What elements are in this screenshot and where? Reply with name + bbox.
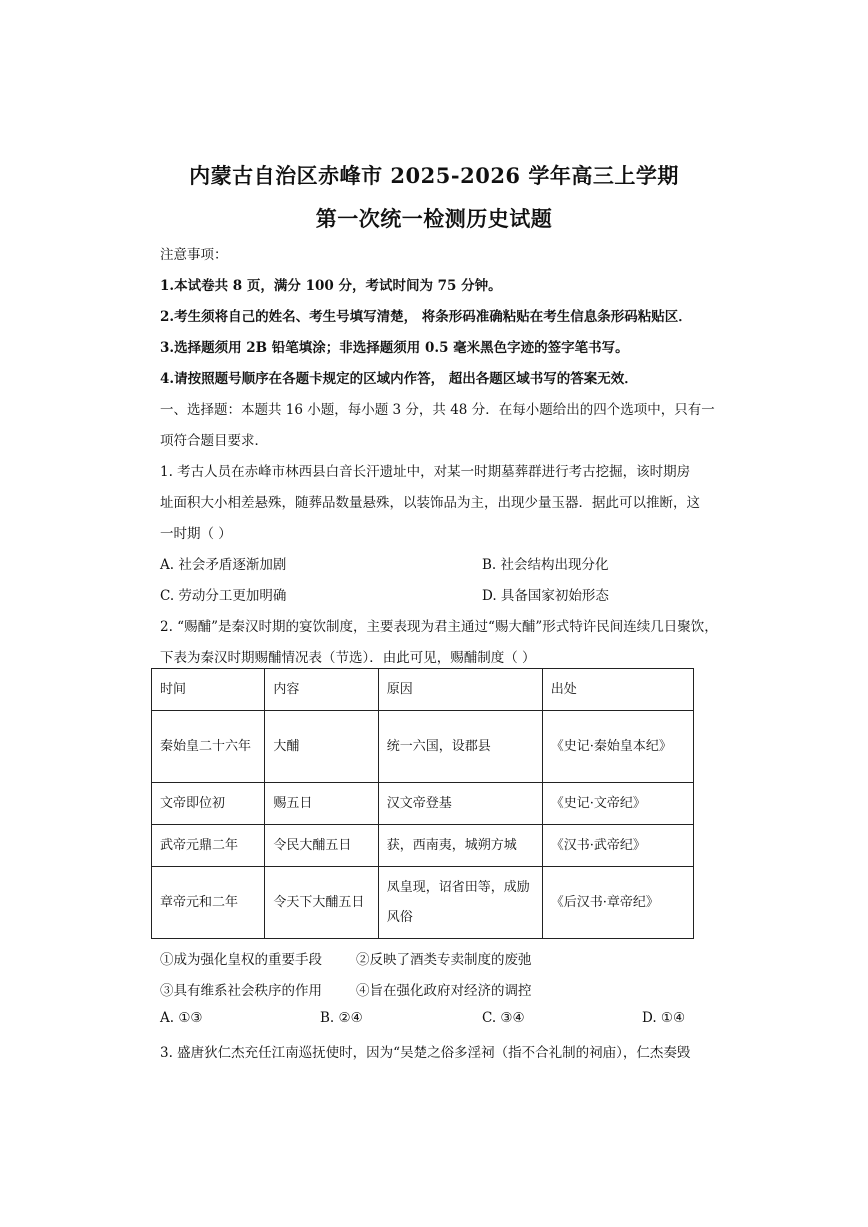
exam-title-line2: 第一次统一检测历史试题	[315, 206, 553, 231]
table-row	[152, 783, 694, 825]
table-cell: 《后汉书·章帝纪》	[542, 867, 693, 939]
table-row	[152, 825, 694, 867]
note-1: 1.本试卷共 8 页，满分 100 分，考试时间为 75 分钟。	[160, 278, 502, 294]
table-cell: 令天下大酺五日	[265, 867, 378, 939]
q2-statement-4: ④旨在强化政府对经济的调控	[356, 983, 532, 999]
table-cell-text: 秦始皇二十六年	[160, 738, 252, 754]
table-cell	[152, 711, 265, 783]
table-cell-text: 凤皇现，诏省田等，成励风俗	[386, 879, 530, 925]
table-cell: 令民大酺五日	[265, 825, 378, 867]
table-cell: 《史记·文帝纪》	[542, 783, 693, 825]
table-header-cell: 原因	[378, 669, 542, 711]
section1-instruction-line2: 项符合题目要求．	[160, 433, 268, 449]
q1-option-a: A. 社会矛盾逐渐加剧	[160, 557, 287, 573]
table-cell: 《史记·秦始皇本纪》	[542, 711, 693, 783]
table-cell: 武帝元鼎二年	[152, 825, 265, 867]
q2-statement-2: ②反映了酒类专卖制度的废弛	[356, 952, 532, 968]
table-header-cell: 内容	[265, 669, 378, 711]
note-4: 4.请按照题号顺序在各题卡规定的区域内作答， 超出各题区域书写的答案无效．	[160, 371, 638, 387]
table-row	[152, 711, 694, 783]
note-2: 2.考生须将自己的姓名、考生号填写清楚， 将条形码准确粘贴在考生信息条形码粘贴区．	[160, 309, 692, 325]
q2-statement-3: ③具有维系社会秩序的作用	[160, 983, 322, 999]
table-cell: 统一六国，设郡县	[378, 711, 542, 783]
q1-option-b: B. 社会结构出现分化	[482, 557, 609, 573]
notes-heading: 注意事项：	[160, 247, 228, 263]
q2-stem-line2: 下表为秦汉时期赐酺情况表（节选）．由此可见，赐酺制度（ ）	[160, 650, 536, 666]
table-cell: 章帝元和二年	[152, 867, 265, 939]
q2-history-table	[151, 668, 694, 939]
table-cell: 汉文帝登基	[378, 783, 542, 825]
table-cell: 大酺	[265, 711, 378, 783]
table-row	[152, 867, 694, 939]
q1-stem-line2: 址面积大小相差悬殊，随葬品数量悬殊，以装饰品为主，出现少量玉器．据此可以推断，这	[160, 495, 700, 511]
q1-option-d: D. 具备国家初始形态	[482, 588, 609, 604]
q1-stem-line1: 1. 考古人员在赤峰市林西县白音长汗遗址中，对某一时期墓葬群进行考古挖掘，该时期房	[160, 464, 691, 480]
note-3: 3.选择题须用 2B 铅笔填涂；非选择题须用 0.5 毫米黑色字迹的签字笔书写。	[160, 340, 629, 356]
q3-stem-line1: 3. 盛唐狄仁杰充任江南巡抚使时，因为“吴楚之俗多淫祠（指不合礼制的祠庙），仁杰奏毁	[160, 1045, 691, 1061]
q2-option-d: D. ①④	[642, 1010, 686, 1026]
section1-instruction-line1: 一、选择题：本题共 16 小题，每小题 3 分，共 48 分．在每小题给出的四个选项中，只有一	[160, 402, 715, 418]
table-cell: 文帝即位初	[152, 783, 265, 825]
table-header-cell: 时间	[152, 669, 265, 711]
table-cell	[378, 867, 542, 939]
table-cell: 《汉书·武帝纪》	[542, 825, 693, 867]
table-cell: 赐五日	[265, 783, 378, 825]
table-cell: 获，西南夷，城朔方城	[378, 825, 542, 867]
q1-option-c: C. 劳动分工更加明确	[160, 588, 287, 604]
table-header-cell: 出处	[542, 669, 693, 711]
q2-option-b: B. ②④	[320, 1010, 363, 1026]
exam-title-line1: 内蒙古自治区赤峰市 2025-2026 学年高三上学期	[189, 163, 679, 188]
q2-statement-1: ①成为强化皇权的重要手段	[160, 952, 322, 968]
q2-option-c: C. ③④	[482, 1010, 525, 1026]
q1-stem-line3: 一时期（ ）	[160, 526, 232, 542]
q2-stem-line1: 2. “赐酺”是秦汉时期的宴饮制度，主要表现为君主通过“赐大酺”形式特许民间连续几日聚饮，	[160, 619, 718, 635]
table-header-row	[152, 669, 694, 711]
q2-option-a: A. ①③	[160, 1010, 203, 1026]
